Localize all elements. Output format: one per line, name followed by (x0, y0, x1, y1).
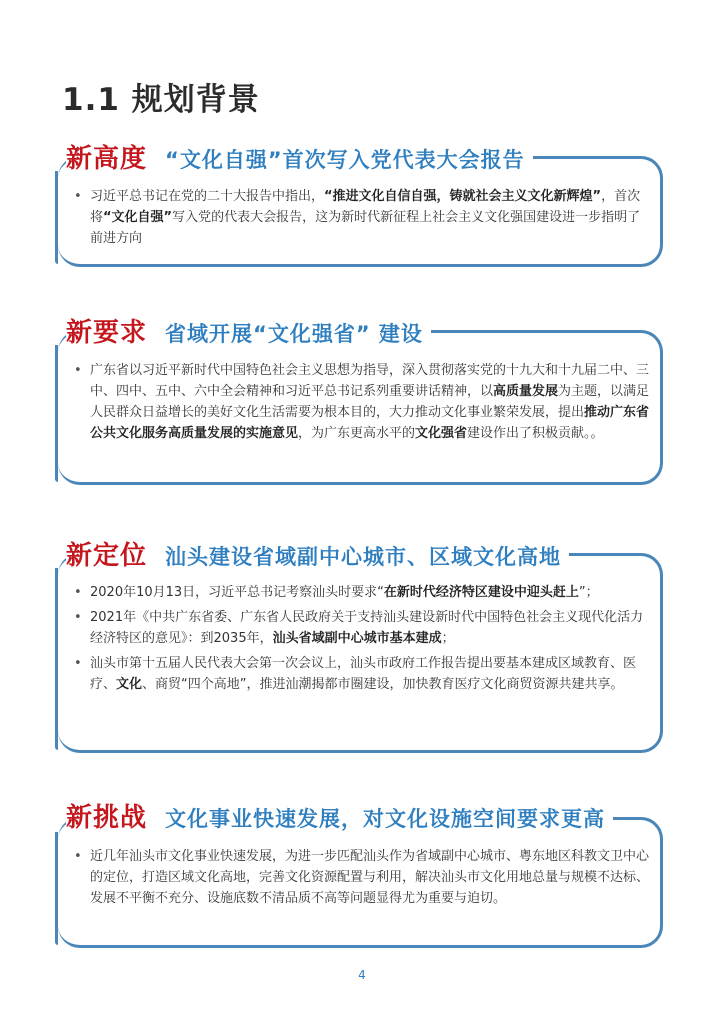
bullet-item (70, 653, 650, 695)
section-body-2 (70, 360, 650, 448)
emphasis-text: 在新时代经济特区建设中迎头赶上 (383, 585, 579, 600)
emphasis-text: “推进文化自信自强，铸就社会主义文化新辉煌” (324, 189, 602, 204)
body-text: 写入党的代表大会报告，这为新时代新征程上社会主义文化强国建设进一步指明了前进方向 (90, 210, 641, 246)
body-text: 汕头市第十五届人民代表大会第一次会议上，汕头市政府工作报告提出要基本建成区域教育、医疗、 (90, 656, 637, 692)
body-text: ； (441, 631, 455, 646)
emphasis-text: 文化强省 (415, 426, 468, 441)
bullet-dot: • (74, 849, 82, 864)
body-text: 近几年汕头市文化事业快速发展，为进一步匹配汕头作为省域副中心城市、粤东地区科教文卫中心的定位，打造区域文化高地，完善文化资源配置与利用，解决汕头市文化用地总量与规模不达标、发展不平衡不充分、设施底数不清品质不高等问题显得尤为重要与迫切。 (90, 849, 650, 906)
section-subtitle: 汕头建设省域副中心城市、区域文化高地 (165, 545, 562, 569)
body-text: ”； (578, 585, 599, 600)
section-heading-1 (66, 138, 533, 175)
section-key: 新定位 (66, 541, 148, 571)
bullet-dot: • (74, 189, 82, 204)
section-heading-2 (66, 312, 431, 349)
bullet-item (70, 186, 650, 249)
bullet-dot: • (74, 585, 82, 600)
body-text: ，首次将 (90, 189, 641, 225)
body-text: 2021年《中共广东省委、广东省人民政府关于支持汕头建设新时代中国特色社会主义现代化活力经济特区的意见》：到2035年， (90, 610, 644, 646)
section-subtitle: 省域开展“文化强省” 建设 (165, 322, 423, 346)
body-text: 2020年10月13日，习近平总书记考察汕头时要求“ (90, 585, 384, 600)
page-title: 1.1 规划背景 (62, 82, 260, 118)
section-heading-4 (66, 797, 613, 834)
section-body-4 (70, 846, 650, 913)
bullet-dot: • (74, 610, 82, 625)
body-text: 为主题，以满足人民群众日益增长的美好文化生活需要为根本目的，大力推动文化事业繁荣发展，提出 (90, 384, 650, 420)
bullet-item (70, 846, 650, 909)
bullet-item (70, 360, 650, 444)
emphasis-text: 文化 (116, 677, 143, 692)
section-heading-3 (66, 535, 569, 572)
emphasis-text: 推动广东省公共文化服务高质量发展的实施意见 (90, 405, 650, 441)
body-text: 习近平总书记在党的二十大报告中指出， (90, 189, 325, 204)
body-text: 广东省以习近平新时代中国特色社会主义思想为指导，深入贯彻落实党的十九大和十九届二中、三中、四中、五中、六中全会精神和习近平总书记系列重要讲话精神，以 (90, 363, 650, 399)
section-subtitle: 文化事业快速发展，对文化设施空间要求更高 (165, 807, 606, 831)
body-text: 建设作出了积极贡献。。 (467, 426, 604, 441)
section-body-1 (70, 186, 650, 253)
emphasis-text: 高质量发展 (493, 384, 559, 399)
section-subtitle: “文化自强”首次写入党代表大会报告 (165, 148, 525, 172)
section-key: 新要求 (66, 318, 148, 348)
section-key: 新高度 (66, 144, 148, 174)
page-number: 4 (358, 968, 366, 982)
section-key: 新挑战 (66, 803, 148, 833)
body-text: 、商贸“四个高地”，推进汕潮揭都市圈建设，加快教育医疗文化商贸资源共建共享。 (142, 677, 624, 692)
emphasis-text: “文化自强” (103, 210, 173, 225)
body-text: ，为广东更高水平的 (298, 426, 416, 441)
section-body-3 (70, 582, 650, 699)
bullet-dot: • (74, 656, 82, 671)
bullet-dot: • (74, 363, 82, 378)
bullet-item (70, 607, 650, 649)
emphasis-text: 汕头省域副中心城市基本建成 (272, 631, 442, 646)
bullet-item (70, 582, 650, 603)
